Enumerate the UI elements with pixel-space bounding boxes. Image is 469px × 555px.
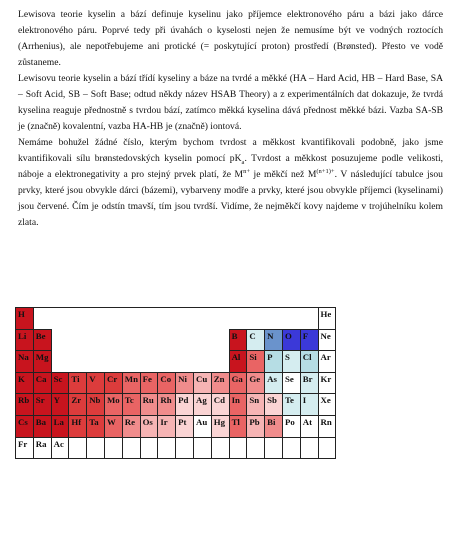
element-cell-te: Te <box>282 394 300 416</box>
element-cell-v: V <box>87 372 105 394</box>
element-cell-ac: Ac <box>51 437 69 459</box>
element-cell-empty <box>300 437 318 459</box>
element-cell-c: C <box>247 329 265 351</box>
element-cell-empty <box>318 437 336 459</box>
element-cell-empty <box>158 437 176 459</box>
element-cell-ba: Ba <box>33 415 51 437</box>
element-cell-empty <box>176 437 194 459</box>
element-cell-k: K <box>16 372 34 394</box>
element-cell-na: Na <box>16 351 34 373</box>
text-run: Lewisovu teorie kyselin a bází třídí kyseliny a báze na tvrdé a měkké (HA – Hard Acid, HB – Hard Base, SA – Soft Acid, SB – Soft Base; odtud někdy název HSAB Theory) a z experimentálních dat dokazuje, že tvrdá kyselina reaguje přednostně s tvrdou bází, zatímco měkká kyselina dává přednost měkké bázi. Vazba SA-SB je (značně) kovalentní, vazba HA-HB je (značně) iontová. <box>18 73 443 132</box>
element-cell-cr: Cr <box>104 372 122 394</box>
element-cell-ca: Ca <box>33 372 51 394</box>
element-cell-b: B <box>229 329 247 351</box>
element-cell-bi: Bi <box>265 415 283 437</box>
table-row <box>16 394 336 416</box>
element-cell-cl: Cl <box>300 351 318 373</box>
element-cell-empty <box>247 437 265 459</box>
element-cell-rb: Rb <box>16 394 34 416</box>
element-cell-ge: Ge <box>247 372 265 394</box>
element-cell-empty <box>69 437 87 459</box>
element-cell-be: Be <box>33 329 51 351</box>
element-cell-sn: Sn <box>247 394 265 416</box>
element-cell-ta: Ta <box>87 415 105 437</box>
element-cell-empty <box>265 437 283 459</box>
element-cell-ru: Ru <box>140 394 158 416</box>
element-cell-rh: Rh <box>158 394 176 416</box>
element-cell-cd: Cd <box>211 394 229 416</box>
element-cell-empty <box>87 437 105 459</box>
superscript: n+ <box>243 167 250 175</box>
paragraph <box>18 71 443 135</box>
element-cell-ti: Ti <box>69 372 87 394</box>
table-row <box>16 437 336 459</box>
element-cell-ni: Ni <box>176 372 194 394</box>
table-gap <box>51 329 229 351</box>
element-cell-empty <box>282 437 300 459</box>
element-cell-i: I <box>300 394 318 416</box>
element-cell-hg: Hg <box>211 415 229 437</box>
table-row <box>16 308 336 330</box>
element-cell-o: O <box>282 329 300 351</box>
superscript: (n+1)+ <box>316 167 335 175</box>
element-cell-mo: Mo <box>104 394 122 416</box>
body-text <box>18 7 443 231</box>
element-cell-si: Si <box>247 351 265 373</box>
text-run: . Tvrdost a měkkost posuzujeme podle velikosti, náboje a elektronegativity a pro stejný prvek platí, že M <box>18 153 444 180</box>
text-run: je měkčí než M <box>249 169 317 180</box>
element-cell-tc: Tc <box>122 394 140 416</box>
element-cell-sr: Sr <box>33 394 51 416</box>
element-cell-cu: Cu <box>193 372 211 394</box>
text-run: Lewisova teorie kyselin a bází definuje kyselinu jako příjemce elektronového páru a bázi jako dárce elektronového páru. Poprvé tedy při úvahách o kyselosti nejen že nemusíme být ve vodných roztocích (Arrhenius), ale nepotřebujeme ani protické (= poskytující proton) prostředí (Brønsted). Přesto ve vodě zůstaneme. <box>18 9 443 68</box>
element-cell-ag: Ag <box>193 394 211 416</box>
paragraph <box>18 135 443 231</box>
element-cell-au: Au <box>193 415 211 437</box>
element-cell-rn: Rn <box>318 415 336 437</box>
table-row <box>16 351 336 373</box>
element-cell-mn: Mn <box>122 372 140 394</box>
element-cell-co: Co <box>158 372 176 394</box>
table-row <box>16 415 336 437</box>
element-cell-empty <box>140 437 158 459</box>
element-cell-re: Re <box>122 415 140 437</box>
element-cell-li: Li <box>16 329 34 351</box>
element-cell-tl: Tl <box>229 415 247 437</box>
element-cell-zn: Zn <box>211 372 229 394</box>
element-cell-ga: Ga <box>229 372 247 394</box>
element-cell-empty <box>104 437 122 459</box>
element-cell-he: He <box>318 308 336 330</box>
element-cell-ir: Ir <box>158 415 176 437</box>
element-cell-w: W <box>104 415 122 437</box>
element-cell-empty <box>193 437 211 459</box>
text-run: Nemáme bohužel žádné číslo, kterým bychom tvrdost a měkkost kvantifikovali podobně, jako jsme kvantifikovali sílu brønstedovských kyselin pomocí pK <box>18 137 443 164</box>
element-cell-at: At <box>300 415 318 437</box>
element-cell-la: La <box>51 415 69 437</box>
element-cell-se: Se <box>282 372 300 394</box>
paragraph <box>18 7 443 71</box>
element-cell-empty <box>229 437 247 459</box>
element-cell-pb: Pb <box>247 415 265 437</box>
element-cell-empty <box>211 437 229 459</box>
table-row <box>16 329 336 351</box>
table-gap <box>51 351 229 373</box>
element-cell-fr: Fr <box>16 437 34 459</box>
subscript: a <box>241 158 245 166</box>
element-cell-cs: Cs <box>16 415 34 437</box>
element-cell-pt: Pt <box>176 415 194 437</box>
element-cell-y: Y <box>51 394 69 416</box>
element-cell-xe: Xe <box>318 394 336 416</box>
element-cell-sc: Sc <box>51 372 69 394</box>
element-cell-zr: Zr <box>69 394 87 416</box>
element-cell-po: Po <box>282 415 300 437</box>
element-cell-br: Br <box>300 372 318 394</box>
element-cell-os: Os <box>140 415 158 437</box>
element-cell-mg: Mg <box>33 351 51 373</box>
table-row <box>16 372 336 394</box>
element-cell-s: S <box>282 351 300 373</box>
element-cell-ar: Ar <box>318 351 336 373</box>
text-run: . V následující tabulce jsou prvky, které jsou obvykle dárci (bázemi), vybarveny modře a prvky, které jsou obvykle příjemci (kyselinami) jsou červené. Čím je odstín tmavší, tím jsou tvrdší. Vidíme, že nejměkčí kovy najdeme v trojúhelníku kolem zlata. <box>18 169 443 228</box>
element-cell-ra: Ra <box>33 437 51 459</box>
table-gap <box>33 308 318 330</box>
element-cell-as: As <box>265 372 283 394</box>
element-cell-f: F <box>300 329 318 351</box>
element-cell-ne: Ne <box>318 329 336 351</box>
element-cell-p: P <box>265 351 283 373</box>
element-cell-h: H <box>16 308 34 330</box>
element-cell-n: N <box>265 329 283 351</box>
periodic-table <box>15 307 336 459</box>
element-cell-hf: Hf <box>69 415 87 437</box>
element-cell-kr: Kr <box>318 372 336 394</box>
element-cell-fe: Fe <box>140 372 158 394</box>
element-cell-pd: Pd <box>176 394 194 416</box>
element-cell-in: In <box>229 394 247 416</box>
element-cell-sb: Sb <box>265 394 283 416</box>
element-cell-nb: Nb <box>87 394 105 416</box>
element-cell-empty <box>122 437 140 459</box>
element-cell-al: Al <box>229 351 247 373</box>
